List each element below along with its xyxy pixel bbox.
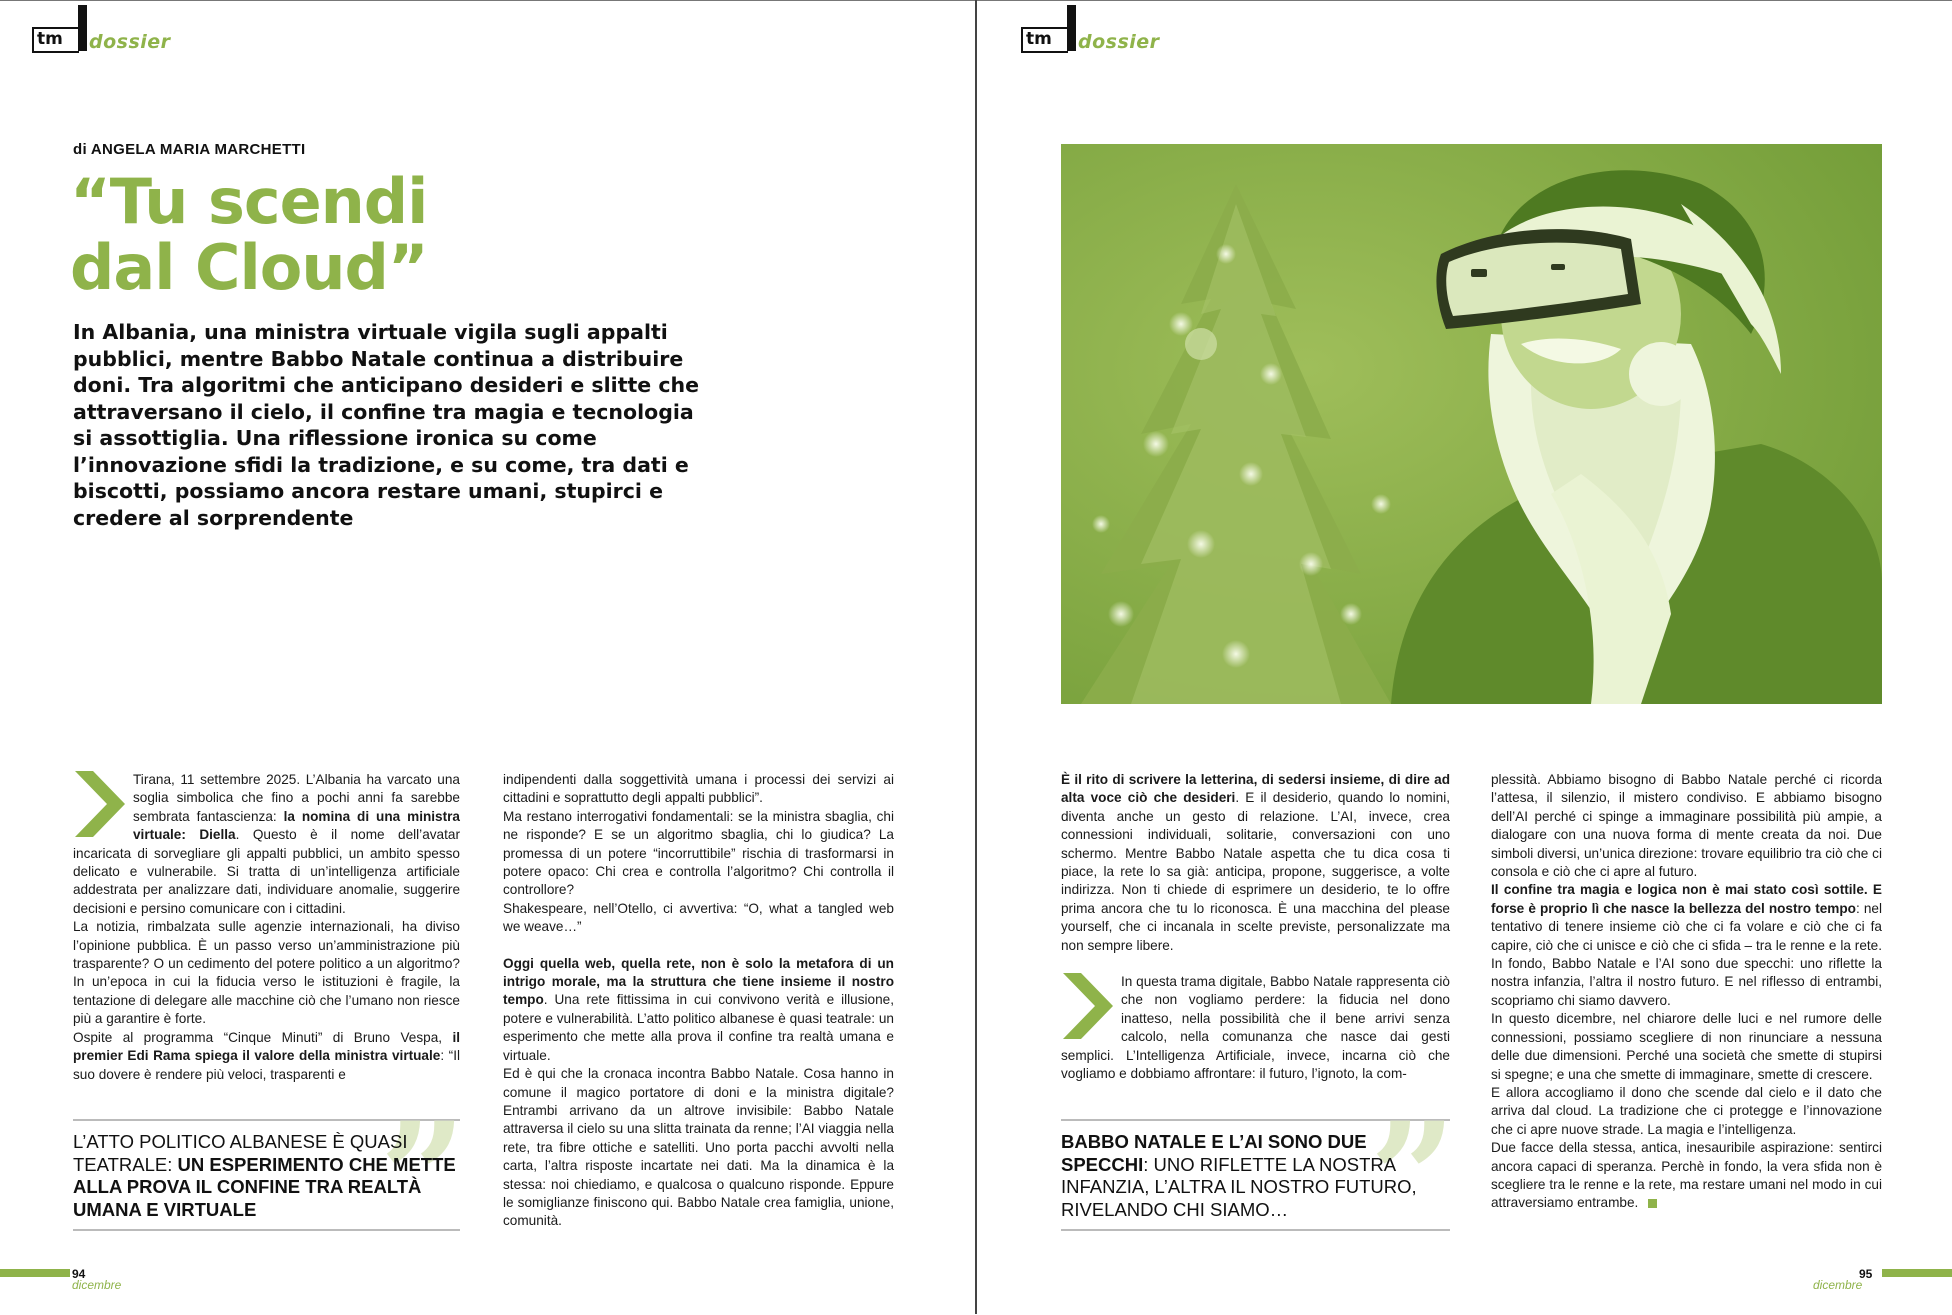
page-number: 95 xyxy=(1859,1267,1873,1281)
text-run-bold: il premier Edi Rama spiega il valore della ministra virtuale xyxy=(73,1029,460,1064)
pull-quote-text xyxy=(1061,1131,1450,1221)
article-title xyxy=(70,165,428,304)
section-label: dossier xyxy=(89,31,171,53)
magazine-logo xyxy=(32,7,171,53)
issue-month: dicembre xyxy=(1813,1278,1863,1292)
title-line-2: dal Cloud” xyxy=(70,231,428,304)
paragraph: Ma restano interrogativi fondamentali: se la ministra sbaglia, chi ne risponde? E se un algoritmo sbaglia, chi lo giudica? La promessa di un potere “incorruttibile” rischia di trasformarsi in potere opaco: Chi crea e controlla l’algoritmo? Chi controlla il controllore? xyxy=(503,808,894,898)
paragraph xyxy=(1491,881,1882,1010)
pull-quote-bold: BABBO NATALE E L’AI SONO DUE SPECCHI xyxy=(1061,1131,1367,1175)
pull-quote xyxy=(1061,1090,1456,1266)
footer-rule xyxy=(1882,1269,1952,1277)
paragraph: Shakespeare, nell’Otello, ci avvertiva: “O, what a tangled web we weave…” xyxy=(503,900,894,935)
issue-month: dicembre xyxy=(72,1278,122,1292)
text-run: . Una rete fittissima in cui convivono verità e illusione, potere e vulnerabilità. L’atto politico albanese è quasi teatrale: un esperimento che mette alla prova il confine tra realtà umana e virtuale. xyxy=(503,992,894,1063)
text-run: . Questo è il nome dell’avatar incaricata di sorvegliare gli appalti pubblici, un ambito spesso delicato e vulnerabile. Si tratta di un’intelligenza artificiale addestrata per analizzare dati, individuare anomalie, suggerire decisioni e persino comunicare con i cittadini. xyxy=(73,827,460,916)
right-page xyxy=(977,0,1952,1315)
chevron-right-icon xyxy=(73,771,127,837)
logo-mark xyxy=(32,27,79,53)
paragraph: E allora accogliamo il dono che scende dal cielo e il dato che arriva dal cloud. La tradizione che ci protegge e l’innovazione che ci apre nuove strade. La magia e l’intelligenza. xyxy=(1491,1084,1882,1137)
paragraph xyxy=(503,955,894,1065)
footer-rule xyxy=(0,1269,70,1277)
left-column-1 xyxy=(73,771,460,1084)
pull-quote-normal: L’ATTO POLITICO ALBANESE È QUASI TEATRALE: xyxy=(73,1131,408,1175)
pull-quote xyxy=(73,1090,466,1266)
paragraph: indipendenti dalla soggettività umana i processi dei servizi ai cittadini e soprattutto degli appalti pubblici”. xyxy=(503,772,894,806)
magazine-logo xyxy=(1021,7,1160,53)
text-run: Due facce della stessa, antica, inesauribile aspirazione: sentirci ancora capaci di speranza. Perchè in fondo, la vera sfida non è scegliere tra le renne e la rete, ma restare umani nel modo in cui attraversiamo entrambe. xyxy=(1491,1140,1882,1211)
logo-mark-text: tm xyxy=(1026,29,1052,49)
author-byline: di ANGELA MARIA MARCHETTI xyxy=(73,141,306,158)
text-run-bold: Oggi quella web, quella rete, non è solo la metafora di un intrigo morale, ma la struttura che tiene insieme il nostro tempo xyxy=(503,955,894,1008)
article-lead: In Albania, una ministra virtuale vigila sugli appalti pubblici, mentre Babbo Natale continua a distribuire doni. Tra algoritmi che anticipano desideri e slitte che attraversano il cielo, il confine tra magia e tecnologia si assottiglia. Una riflessione ironica su come l’innovazione sfidi la tradizione, e su come, tra dati e biscotti, possiamo ancora restare umani, stupirci e credere al sorprendente xyxy=(73,320,699,530)
paragraph: Ed è qui che la cronaca incontra Babbo Natale. Cosa hanno in comune il magico portatore di doni e la ministra digitale? Entrambi arrivano da un altrove invisibile: Babbo Natale attraversa il cielo su una slitta trainata da renne; l’AI viaggia nella rete, tra fibre ottiche e satelliti. Uno porta pacchi avvolti nella carta, l’altra risposte incartate nei dati. Ma la dinamica è la stessa: noi chiediamo, e qualcosa o qualcuno risponde. Eppure le somiglianze finiscono qui. Babbo Natale crea famiglia, unione, comunità. xyxy=(503,1066,894,1229)
paragraph: plessità. Abbiamo bisogno di Babbo Natale perché ci ricorda l’attesa, il silenzio, il mistero condiviso. E abbiamo bisogno dell’AI perché ci spinge a immaginare possibilità più ampie, a dialogare con una nuova forma di mente creata da noi. Due simboli diversi, un’unica direzione: trovare equilibrio tra ciò che ci consola e ciò che ci apre al futuro. xyxy=(1491,772,1882,880)
chevron-right-icon xyxy=(1061,973,1115,1039)
paragraph xyxy=(1061,973,1450,1083)
text-run: In questa trama digitale, Babbo Natale rappresenta ciò che non vogliamo perdere: la fiducia nel dono inatteso, nella possibilità che il bene arrivi senza calcolo, nella comunanza che nasce dai gesti semplici. L’Intelligenza Artificiale, invece, incarna ciò che vogliamo e dobbiamo affrontare: il futuro, l’ignoto, la com- xyxy=(1061,974,1450,1082)
logo-mark-text: tm xyxy=(37,29,63,49)
logo-bar xyxy=(1067,5,1076,51)
text-run: : “Il suo dovere è rendere più veloci, trasparenti e xyxy=(73,1048,460,1082)
text-run-bold: la nomina di una ministra virtuale: Diella xyxy=(133,808,460,843)
text-run-bold: È il rito di scrivere la letterina, di sedersi insieme, di dire ad alta voce ciò che desideri xyxy=(1061,772,1450,806)
pull-quote-normal: : UNO RIFLETTE LA NOSTRA INFANZIA, L’ALTRA IL NOSTRO FUTURO, RIVELANDO CHI SIAMO… xyxy=(1061,1153,1417,1220)
text-run: Tirana, 11 settembre 2025. L’Albania ha varcato una soglia simbolica che fino a pochi anni fa sarebbe sembrata fantascienza: xyxy=(133,772,460,824)
closing-quote-icon: ” xyxy=(379,1090,466,1266)
paragraph xyxy=(1491,1139,1882,1213)
paragraph xyxy=(73,1029,460,1084)
section-label: dossier xyxy=(1078,31,1160,53)
paragraph: La notizia, rimbalzata sulle agenzie internazionali, ha diviso l’opinione pubblica. È un passo verso un’amministrazione più trasparente? O un cedimento del potere politico a un algoritmo? In un’epoca in cui la fiducia verso le istituzioni è fragile, la tentazione di delegare alle macchine ciò che l’umano non riesce più a garantire è forte. xyxy=(73,919,460,1027)
text-run: : nel tentativo di tenere insieme ciò che ci fa volare e ciò che ci fa capire, ciò che ci unisce e ciò che ci sfida – tra le renne e la rete. In fondo, Babbo Natale e l’AI sono due specchi: uno riflette la nostra infanzia, l’altra il nostro futuro. E nel riflesso di entrambi, scopriamo chi siamo davvero. xyxy=(1491,900,1882,1008)
text-run: Ospite al programma “Cinque Minuti” di Bruno Vespa, xyxy=(73,1029,453,1045)
pull-quote-bold: UN ESPERIMENTO CHE METTE ALLA PROVA IL CONFINE TRA REALTÀ UMANA E VIRTUALE xyxy=(73,1153,456,1220)
page-number: 94 xyxy=(72,1267,86,1281)
pull-quote-text xyxy=(73,1131,460,1221)
text-run: . E il desiderio, quando lo nomini, diventa anche un gesto di relazione. L’AI, invece, crea connessioni individuali, solitarie, conversazioni con uno schermo. Mentre Babbo Natale aspetta che tu dica cosa ti piace, la rete lo sa già: anticipa, propone, suggerisce, a volte indirizza. Non ti chiede di esprimere un desiderio, te lo offre prima ancora che tu lo riconosca. È una macchina del please yourself, che ci incanala in scelte previste, personalizzate ma non sempre libere. xyxy=(1061,790,1450,953)
end-square-icon xyxy=(1648,1199,1657,1208)
title-line-1: “Tu scendi xyxy=(70,165,428,238)
paragraph xyxy=(73,771,460,918)
right-column-1 xyxy=(1061,771,1450,1084)
paragraph: In questo dicembre, nel chiarore delle luci e nel rumore delle connessioni, possiamo scegliere di non rinunciare a nessuna delle due dimensioni. Perché una società che smette di stupirsi si spegne; e una che smette di immaginare, smette di crescere. xyxy=(1491,1011,1882,1082)
logo-bar xyxy=(78,5,87,51)
logo-mark xyxy=(1021,27,1068,53)
text-run-bold: Il confine tra magia e logica non è mai stato così sottile. E forse è proprio lì che nasce la bellezza del nostro tempo xyxy=(1491,882,1882,916)
left-column-2 xyxy=(503,771,894,1231)
photo-illustration xyxy=(1061,144,1882,704)
right-column-2 xyxy=(1491,771,1882,1213)
left-page xyxy=(0,0,975,1315)
closing-quote-icon: ” xyxy=(1369,1090,1456,1266)
santa-vr-headset-photo xyxy=(1061,144,1882,704)
paragraph xyxy=(1061,771,1450,955)
